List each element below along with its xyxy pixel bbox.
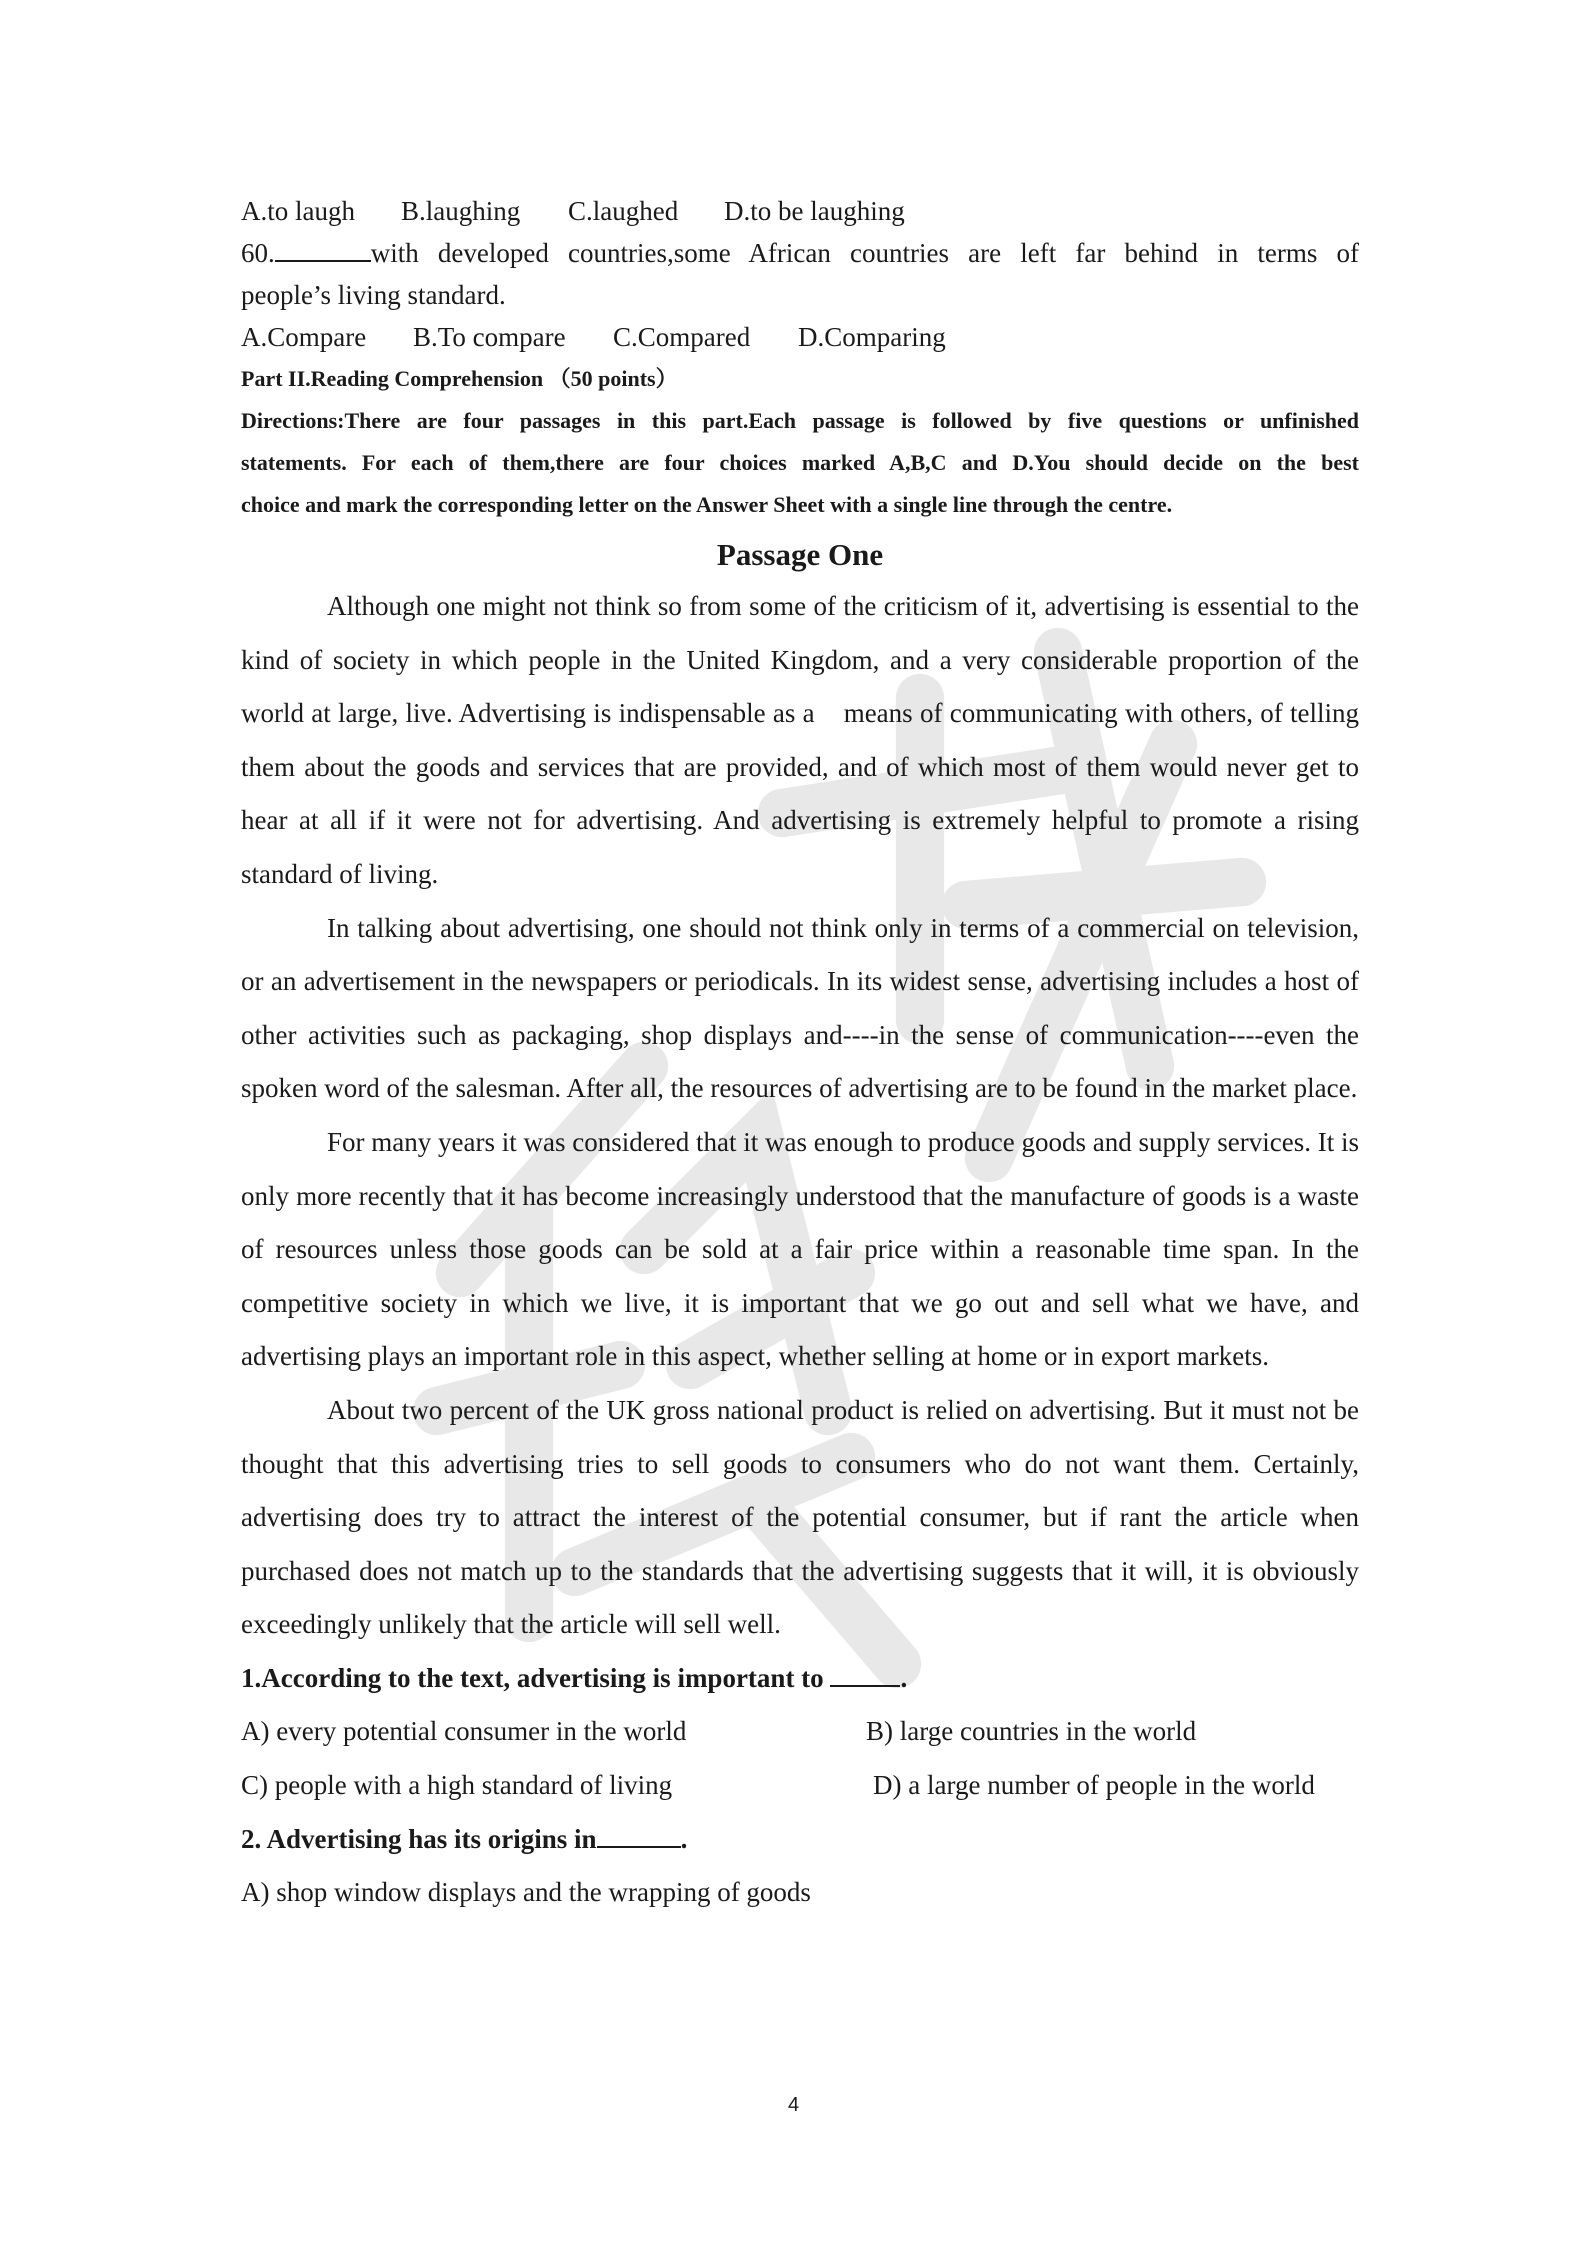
- passage-title: Passage One: [716, 537, 884, 572]
- directions-line: Directions:There are four passages in this part.Each passage is followed by five questions or unfinished: [241, 408, 1359, 433]
- directions-line: choice and mark the corresponding letter on the Answer Sheet with a single line through the centre.: [241, 492, 1173, 517]
- question-2-stem: [241, 1813, 1359, 1867]
- page-content: [241, 190, 1359, 1920]
- question-2-blank: [597, 1820, 681, 1848]
- q59-option-a: A.to laugh: [241, 196, 355, 226]
- q59-option-d: D.to be laughing: [724, 196, 905, 226]
- question-1-choice-c: C) people with a high standard of living: [241, 1770, 673, 1801]
- q60-number: 60.: [241, 238, 275, 268]
- q60-blank: [275, 234, 371, 262]
- q59-option-c: C.laughed: [568, 196, 679, 226]
- question-1-choices-row: [241, 1705, 1359, 1759]
- q60-stem-text: with developed countries,some African countries are left far behind in terms of: [370, 238, 1359, 268]
- question-1-period: .: [900, 1662, 908, 1693]
- question-1-choice-d: D) a large number of people in the world: [873, 1770, 1315, 1801]
- part-title: Part II.Reading Comprehension （50 points）: [241, 366, 678, 391]
- q60-option-a: A.Compare: [241, 322, 367, 352]
- q60-option-c: C.Compared: [613, 322, 751, 352]
- passage-paragraph: For many years it was considered that it was enough to produce goods and supply services. It is only more recently that it has become increasingly understood that the manufacture of goods is a waste of resources unless those goods can be sold at a fair price within a reasonable time span. In the competitive society in which we live, it is important that we go out and sell what we have, and advertising plays an important role in this aspect, whether selling at home or in export markets.: [241, 1126, 1359, 1372]
- passage-paragraph: In talking about advertising, one should not think only in terms of a commercial on television, or an advertisement in the newspapers or periodicals. In its widest sense, advertising includes a host of other activities such as packaging, shop displays and----in the sense of communication----even the spoken word of the salesman. After all, the resources of advertising are to be found in the market place.: [241, 912, 1359, 1104]
- question-1-blank: [830, 1659, 900, 1687]
- q59-options: [241, 190, 1359, 232]
- directions: [241, 400, 1359, 526]
- passage-paragraph: About two percent of the UK gross national product is relied on advertising. But it must not be thought that this advertising tries to sell goods to consumers who do not want them. Certainly, advertising does try to attract the interest of the potential consumer, but if rant the article when purchased does not match up to the standards that the advertising suggests that it will, it is obviously exceedingly unlikely that the article will sell well.: [241, 1394, 1359, 1640]
- q60-option-d: D.Comparing: [798, 322, 946, 352]
- question-1-choice-b: B) large countries in the world: [866, 1716, 1197, 1747]
- question-2-text: 2. Advertising has its origins in: [241, 1823, 597, 1854]
- directions-line: statements. For each of them,there are four choices marked A,B,C and D.You should decide on the best: [241, 450, 1359, 475]
- question-2-choice-a: A) shop window displays and the wrapping of goods: [241, 1877, 811, 1908]
- question-1-choices-row: [241, 1759, 1359, 1813]
- question-1-stem: [241, 1652, 1359, 1706]
- q60-option-b: B.To compare: [413, 322, 566, 352]
- q60-stem-line1: [241, 232, 1359, 274]
- passage-paragraph: Although one might not think so from some of the criticism of it, advertising is essential to the kind of society in which people in the United Kingdom, and a very considerable proportion of the world at large, live. Advertising is indispensable as a means of communicating with others, of telling them about the goods and services that are provided, and of which most of them would never get to hear at all if it were not for advertising. And advertising is extremely helpful to promote a rising standard of living.: [241, 591, 1359, 889]
- question-1-choice-a: A) every potential consumer in the world: [241, 1716, 687, 1747]
- page-number: 4: [787, 2094, 800, 2116]
- q60-stem-line2: people’s living standard.: [241, 280, 506, 310]
- q60-options: [241, 316, 1359, 358]
- question-1-text: 1.According to the text, advertising is important to: [241, 1662, 824, 1693]
- q59-option-b: B.laughing: [401, 196, 521, 226]
- question-2-period: .: [680, 1823, 688, 1854]
